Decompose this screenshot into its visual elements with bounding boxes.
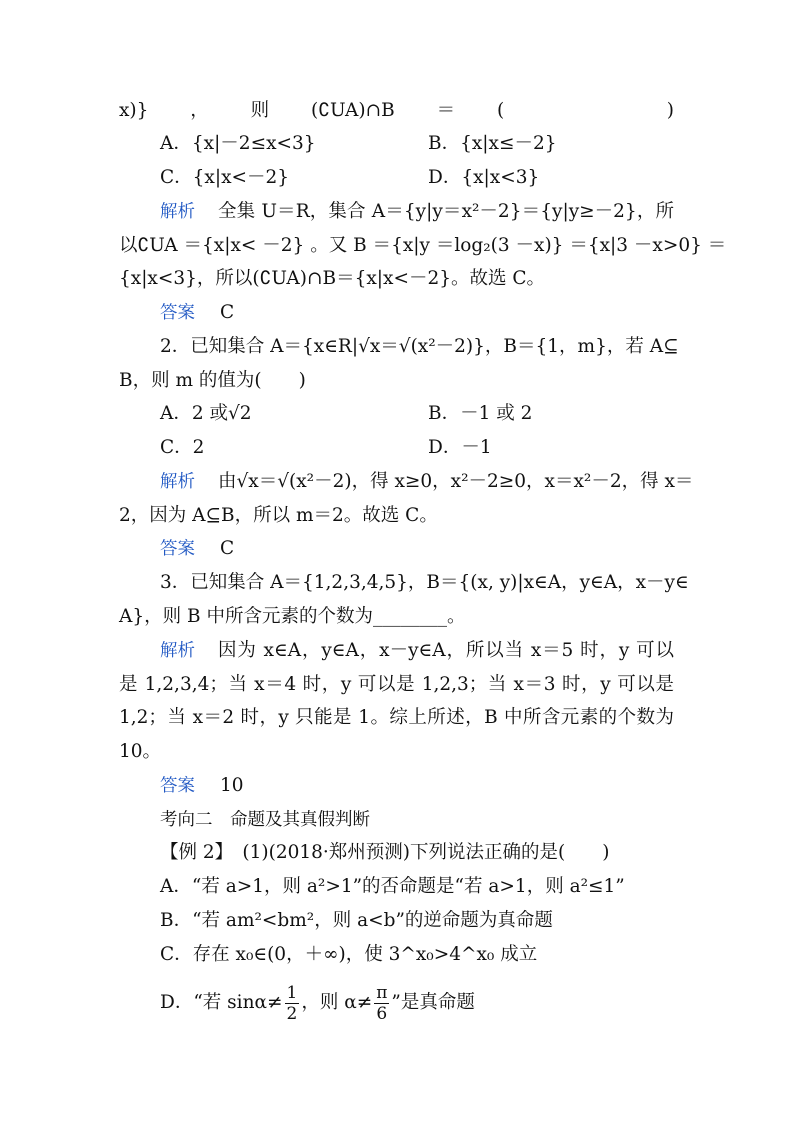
answer-label: 答案 [160, 303, 195, 323]
option-a: A．{x|－2≤x<3} [160, 133, 316, 154]
text-line: {x|x<3}，所以(∁UA)∩B＝{x|x<－2}。故选 C。 [119, 268, 546, 289]
option-d-suffix: ”是真命题 [391, 992, 475, 1013]
answer-value: C [220, 302, 235, 323]
text-line: 1,2；当 x＝2 时，y 只能是 1。综上所述，B 中所含元素的个数为 [119, 707, 674, 728]
answer-value: 10 [220, 775, 244, 796]
option-c: C．存在 x₀∈(0，＋∞)，使 3^x₀>4^x₀ 成立 [160, 944, 538, 965]
analysis-label: 解析 [160, 202, 195, 222]
question-3: 3．已知集合 A＝{1,2,3,4,5}，B＝{(x, y)|x∈A，y∈A，x－y∈ [160, 572, 689, 593]
option-a: A．“若 a>1，则 a²>1”的否命题是“若 a>1，则 a²≤1” [160, 876, 625, 897]
text-line: 以∁UA ＝{x|x< －2} 。又 B ＝{x|y ＝log₂(3 －x)} ＝{x|3 －x>0} ＝ [119, 235, 727, 256]
analysis-text: 因为 x∈A，y∈A，x－y∈A，所以当 x＝5 时，y 可以 [218, 640, 674, 661]
option-d: D．{x|x<3} [428, 167, 540, 188]
text-line: 2，因为 A⊆B，所以 m＝2。故选 C。 [119, 505, 438, 526]
option-d [160, 975, 475, 1031]
analysis-text: 全集 U＝R，集合 A＝{y|y＝x²－2}＝{y|y≥－2}，所 [218, 201, 674, 222]
text-line: A}，则 B 中所含元素的个数为________。 [119, 606, 466, 627]
option-d: D．－1 [428, 437, 492, 458]
option-c: C．{x|x<－2} [160, 167, 290, 188]
fraction-one-half: $\frac{1}{2}$ [286, 982, 298, 1024]
option-c: C．2 [160, 437, 205, 458]
option-b: B．－1 或 2 [428, 403, 533, 424]
analysis-label: 解析 [160, 641, 195, 661]
answer-label: 答案 [160, 776, 195, 796]
option-d-prefix: D．“若 sinα≠ [160, 992, 283, 1013]
option-b: B．“若 am²<bm²，则 a<b”的逆命题为真命题 [160, 910, 553, 931]
text-line: 10。 [119, 741, 162, 762]
text-line: x)}，则(∁UA)∩B＝( ) [119, 100, 674, 121]
fraction-pi-sixth: $\frac{\pi}{6}$ [376, 982, 388, 1024]
question-2: 2．已知集合 A＝{x∈R|√x＝√(x²－2)}，B＝{1，m}，若 A⊆ [160, 336, 679, 357]
example-2: 【例 2】 (1)(2018·郑州预测)下列说法正确的是( ) [160, 842, 610, 863]
answer-value: C [220, 538, 235, 559]
text-line: 是 1,2,3,4；当 x＝4 时，y 可以是 1,2,3；当 x＝3 时，y 可以是 [119, 674, 674, 695]
section-heading: 考向二 命题及其真假判断 [160, 810, 370, 830]
analysis-text: 由√x＝√(x²－2)，得 x≥0，x²－2≥0，x＝x²－2，得 x＝ [218, 471, 694, 492]
answer-label: 答案 [160, 539, 195, 559]
option-a: A．2 或√2 [160, 403, 252, 424]
analysis-label: 解析 [160, 472, 195, 492]
text-line: B，则 m 的值为( ) [119, 370, 306, 391]
option-b: B．{x|x≤－2} [428, 133, 557, 154]
option-d-middle: ，则 α≠ [301, 992, 373, 1013]
